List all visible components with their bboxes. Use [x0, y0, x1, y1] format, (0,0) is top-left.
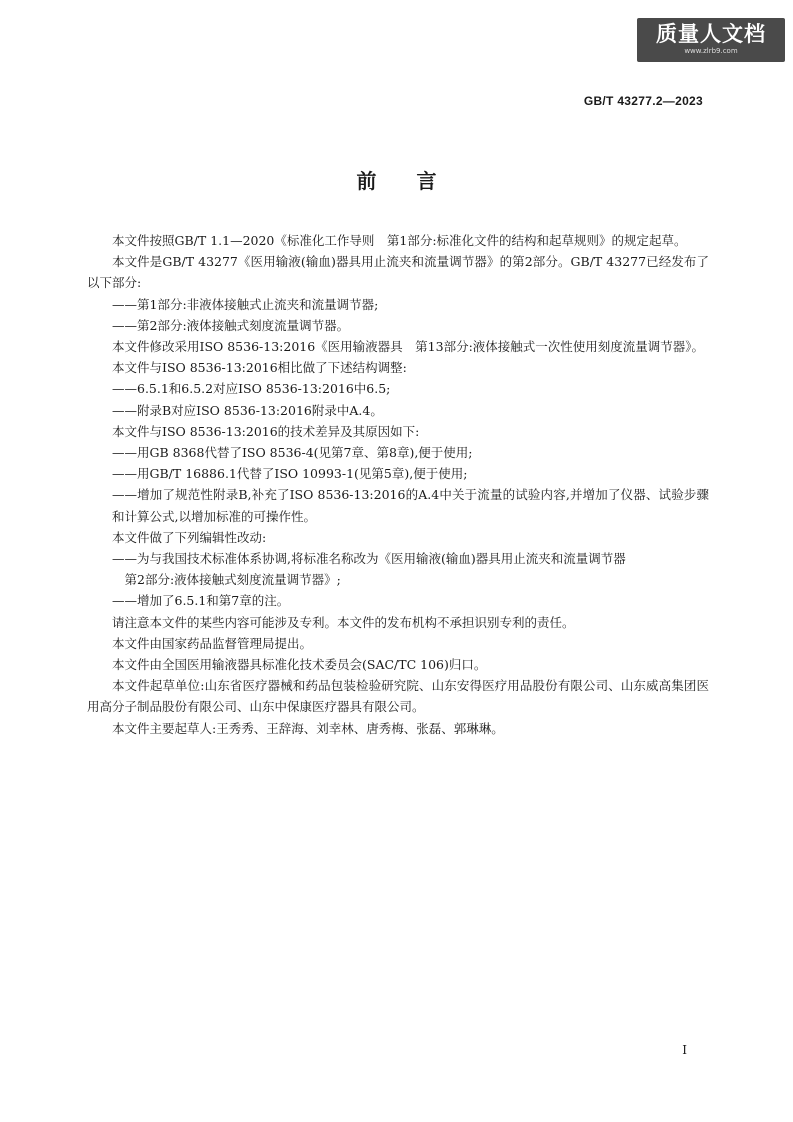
paragraph-drafters: 本文件主要起草人:王秀秀、王辞海、刘幸林、唐秀梅、张磊、郭琳琳。 — [112, 720, 504, 736]
watermark-logo — [637, 18, 785, 62]
foreword-body — [87, 230, 709, 739]
paragraph-patent-notice: 请注意本文件的某些内容可能涉及专利。本文件的发布机构不承担识别专利的责任。 — [112, 614, 575, 630]
list-item-structure-2: ——附录B对应ISO 8536-13:2016附录中A.4。 — [112, 402, 383, 418]
paragraph-adoption: 本文件修改采用ISO 8536-13:2016《医用输液器具 第13部分:液体接触式一次性使用刻度流量调节器》。 — [112, 339, 705, 355]
list-item-part-2: ——第2部分:液体接触式刻度流量调节器。 — [112, 317, 350, 333]
list-item-structure-1: ——6.5.1和6.5.2对应ISO 8536-13:2016中6.5; — [112, 381, 391, 397]
paragraph-part-overview: 本文件是GB/T 43277《医用输液(输血)器具用止流夹和流量调节器》的第2部分。GB/T 43277已经发布了以下部分: — [87, 254, 709, 291]
paragraph-editorial-changes: 本文件做了下列编辑性改动: — [112, 529, 267, 545]
paragraph-drafting-units: 本文件起草单位:山东省医疗器械和药品包装检验研究院、山东安得医疗用品股份有限公司、山东威高集团医用高分子制品股份有限公司、山东中保康医疗器具有限公司。 — [87, 678, 709, 715]
paragraph-committee: 本文件由全国医用输液器具标准化技术委员会(SAC/TC 106)归口。 — [112, 657, 487, 673]
watermark-title: 质量人文档 — [656, 22, 766, 46]
watermark-url: www.zlrb9.com — [684, 47, 738, 55]
list-item-editorial-2: ——增加了6.5.1和第7章的注。 — [112, 593, 290, 609]
list-item-editorial-1-cont: 第2部分:液体接触式刻度流量调节器》; — [124, 572, 341, 588]
list-item-technical-3: ——增加了规范性附录B,补充了ISO 8536-13:2016的A.4中关于流量的试验内容,并增加了仪器、试验步骤和计算公式,以增加标准的可操作性。 — [112, 487, 709, 524]
list-item-technical-2: ——用GB/T 16886.1代替了ISO 10993-1(见第5章),便于使用; — [112, 466, 468, 482]
paragraph-technical-differences: 本文件与ISO 8536-13:2016的技术差异及其原因如下: — [112, 423, 420, 439]
list-item-part-1: ——第1部分:非液体接触式止流夹和流量调节器; — [112, 296, 379, 312]
paragraph-proposer: 本文件由国家药品监督管理局提出。 — [112, 635, 313, 651]
list-item-editorial-1: ——为与我国技术标准体系协调,将标准名称改为《医用输液(输血)器具用止流夹和流量调节器 — [112, 551, 626, 567]
standard-number: GB/T 43277.2—2023 — [583, 94, 703, 108]
page-number: I — [682, 1043, 687, 1057]
paragraph-drafting-rules: 本文件按照GB/T 1.1—2020《标准化工作导则 第1部分:标准化文件的结构和起草规则》的规定起草。 — [112, 233, 687, 248]
page-title: 前言 — [356, 169, 477, 193]
list-item-technical-1: ——用GB 8368代替了ISO 8536-4(见第7章、第8章),便于使用; — [112, 445, 473, 461]
paragraph-structure-changes: 本文件与ISO 8536-13:2016相比做了下述结构调整: — [112, 360, 407, 376]
